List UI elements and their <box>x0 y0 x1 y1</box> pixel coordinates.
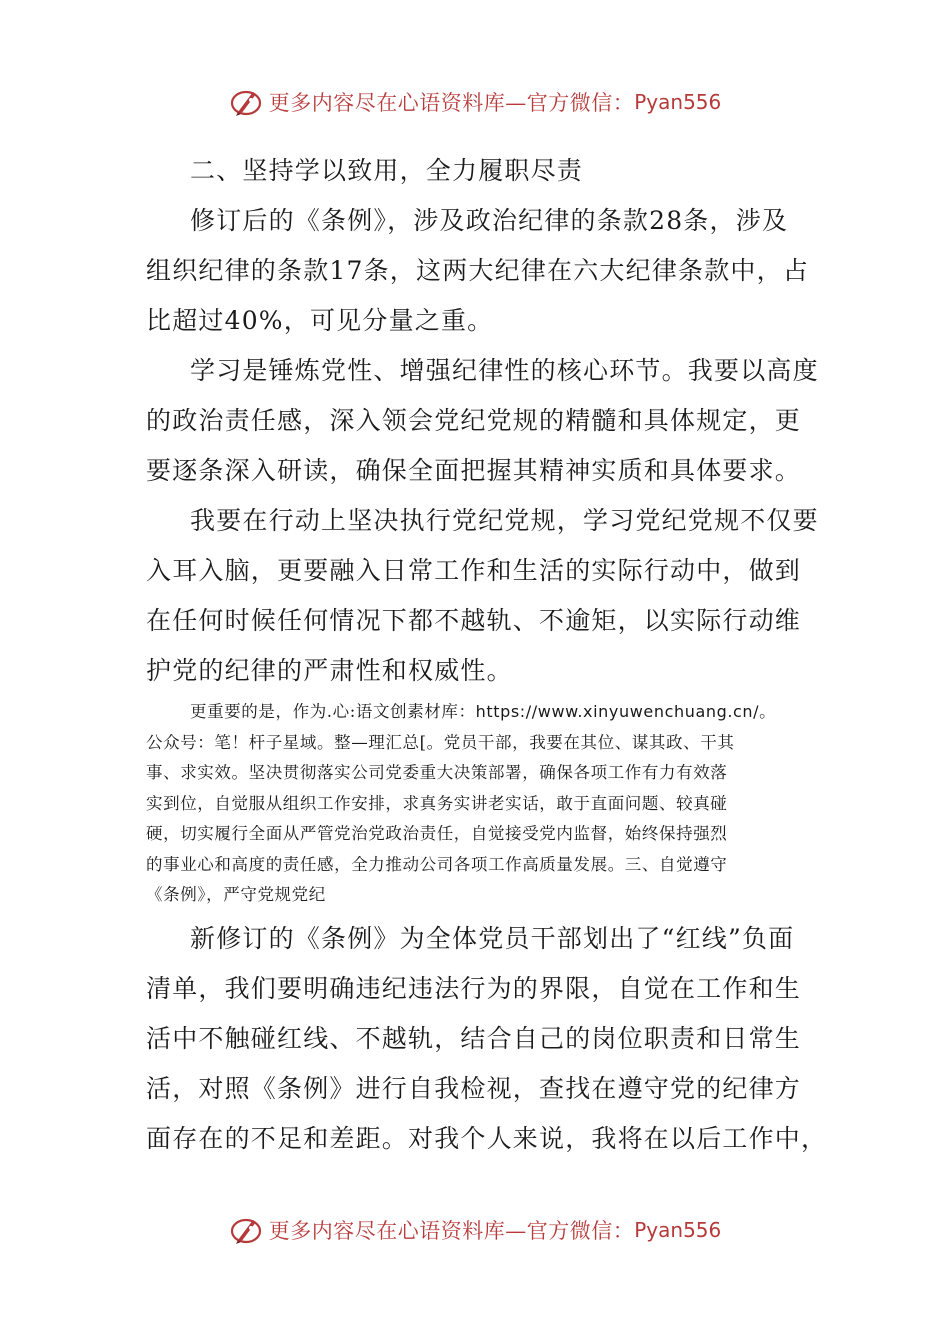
paragraph-4-line-3: 活中不触碰红线、不越轨，结合自己的岗位职责和日常生 <box>146 1023 802 1053</box>
banner-wechat-id: Pyan556 <box>634 1218 722 1242</box>
document-body <box>146 146 828 1164</box>
small-text-line-4: 实到位，自觉服从组织工作安排，求真务实讲老实话，敢于直面问题、较真碰 <box>146 793 728 813</box>
banner-text: 更多内容尽在心语资料库—官方微信： <box>268 1219 635 1243</box>
paragraph-2-line-2: 的政治责任感，深入领会党纪党规的精髓和具体规定，更 <box>146 406 802 435</box>
paragraph-4-line-4: 活，对照《条例》进行自我检视，查找在遵守党的纪律方 <box>146 1073 802 1103</box>
small-text-prefix: 更重要的是，作为.心:语文创素材库： <box>190 702 476 721</box>
paragraph-1-line-1: 修订后的《条例》，涉及政治纪律的条款28条，涉及 <box>190 206 789 235</box>
section-heading: 二、坚持学以致用，全力履职尽责 <box>190 156 584 185</box>
pen-logo-icon <box>229 1213 263 1247</box>
small-text-line-7: 《条例》，严守党规党纪 <box>146 885 326 904</box>
small-text-line-3: 事、求实效。坚决贯彻落实公司党委重大决策部署，确保各项工作有力有效落 <box>146 763 728 782</box>
paragraph-3-line-2: 入耳入脑，更要融入日常工作和生活的实际行动中，做到 <box>146 556 802 585</box>
paragraph-3-line-4: 护党的纪律的严肃性和权威性。 <box>146 656 513 685</box>
source-url: https://www.xinyuwenchuang.cn/ <box>475 702 760 721</box>
paragraph-4-line-5: 面存在的不足和差距。对我个人来说，我将在以后工作中， <box>146 1123 828 1153</box>
footer-banner <box>0 1208 950 1252</box>
paragraph-1-line-3: 比超过40%，可见分量之重。 <box>146 306 494 335</box>
small-text-line-5: 硬，切实履行全面从严管党治党政治责任，自觉接受党内监督，始终保持强烈 <box>146 824 728 843</box>
small-text-line-2: 公众号：笔！杆子星域。整—理汇总[。党员干部，我要在其位、谋其政、干其 <box>146 732 735 752</box>
header-banner <box>0 80 950 124</box>
banner-wechat-id: Pyan556 <box>634 90 722 114</box>
paragraph-3-line-3: 在任何时候任何情况下都不越轨、不逾矩，以实际行动维 <box>146 606 802 635</box>
paragraph-4-line-2: 清单，我们要明确违纪违法行为的界限，自觉在工作和生 <box>146 973 802 1003</box>
paragraph-3-line-1: 我要在行动上坚决执行党纪党规，学习党纪党规不仅要 <box>190 506 819 535</box>
paragraph-2-line-3: 要逐条深入研读，确保全面把握其精神实质和具体要求。 <box>146 456 802 485</box>
small-text-block <box>146 700 806 908</box>
paragraph-1-line-2: 组织纪律的条款17条，这两大纪律在六大纪律条款中，占 <box>146 256 810 285</box>
small-text-line-6: 的事业心和高度的责任感，全力推动公司各项工作高质量发展。三、自觉遵守 <box>146 854 728 874</box>
small-text-suffix: 。 <box>759 702 777 721</box>
banner-text: 更多内容尽在心语资料库—官方微信： <box>268 91 635 115</box>
small-text-line-1 <box>146 700 806 725</box>
pen-logo-icon <box>229 85 263 119</box>
paragraph-4-line-1: 新修订的《条例》为全体党员干部划出了“红线”负面 <box>190 923 795 953</box>
paragraph-2-line-1: 学习是锤炼党性、增强纪律性的核心环节。我要以高度 <box>190 356 819 385</box>
